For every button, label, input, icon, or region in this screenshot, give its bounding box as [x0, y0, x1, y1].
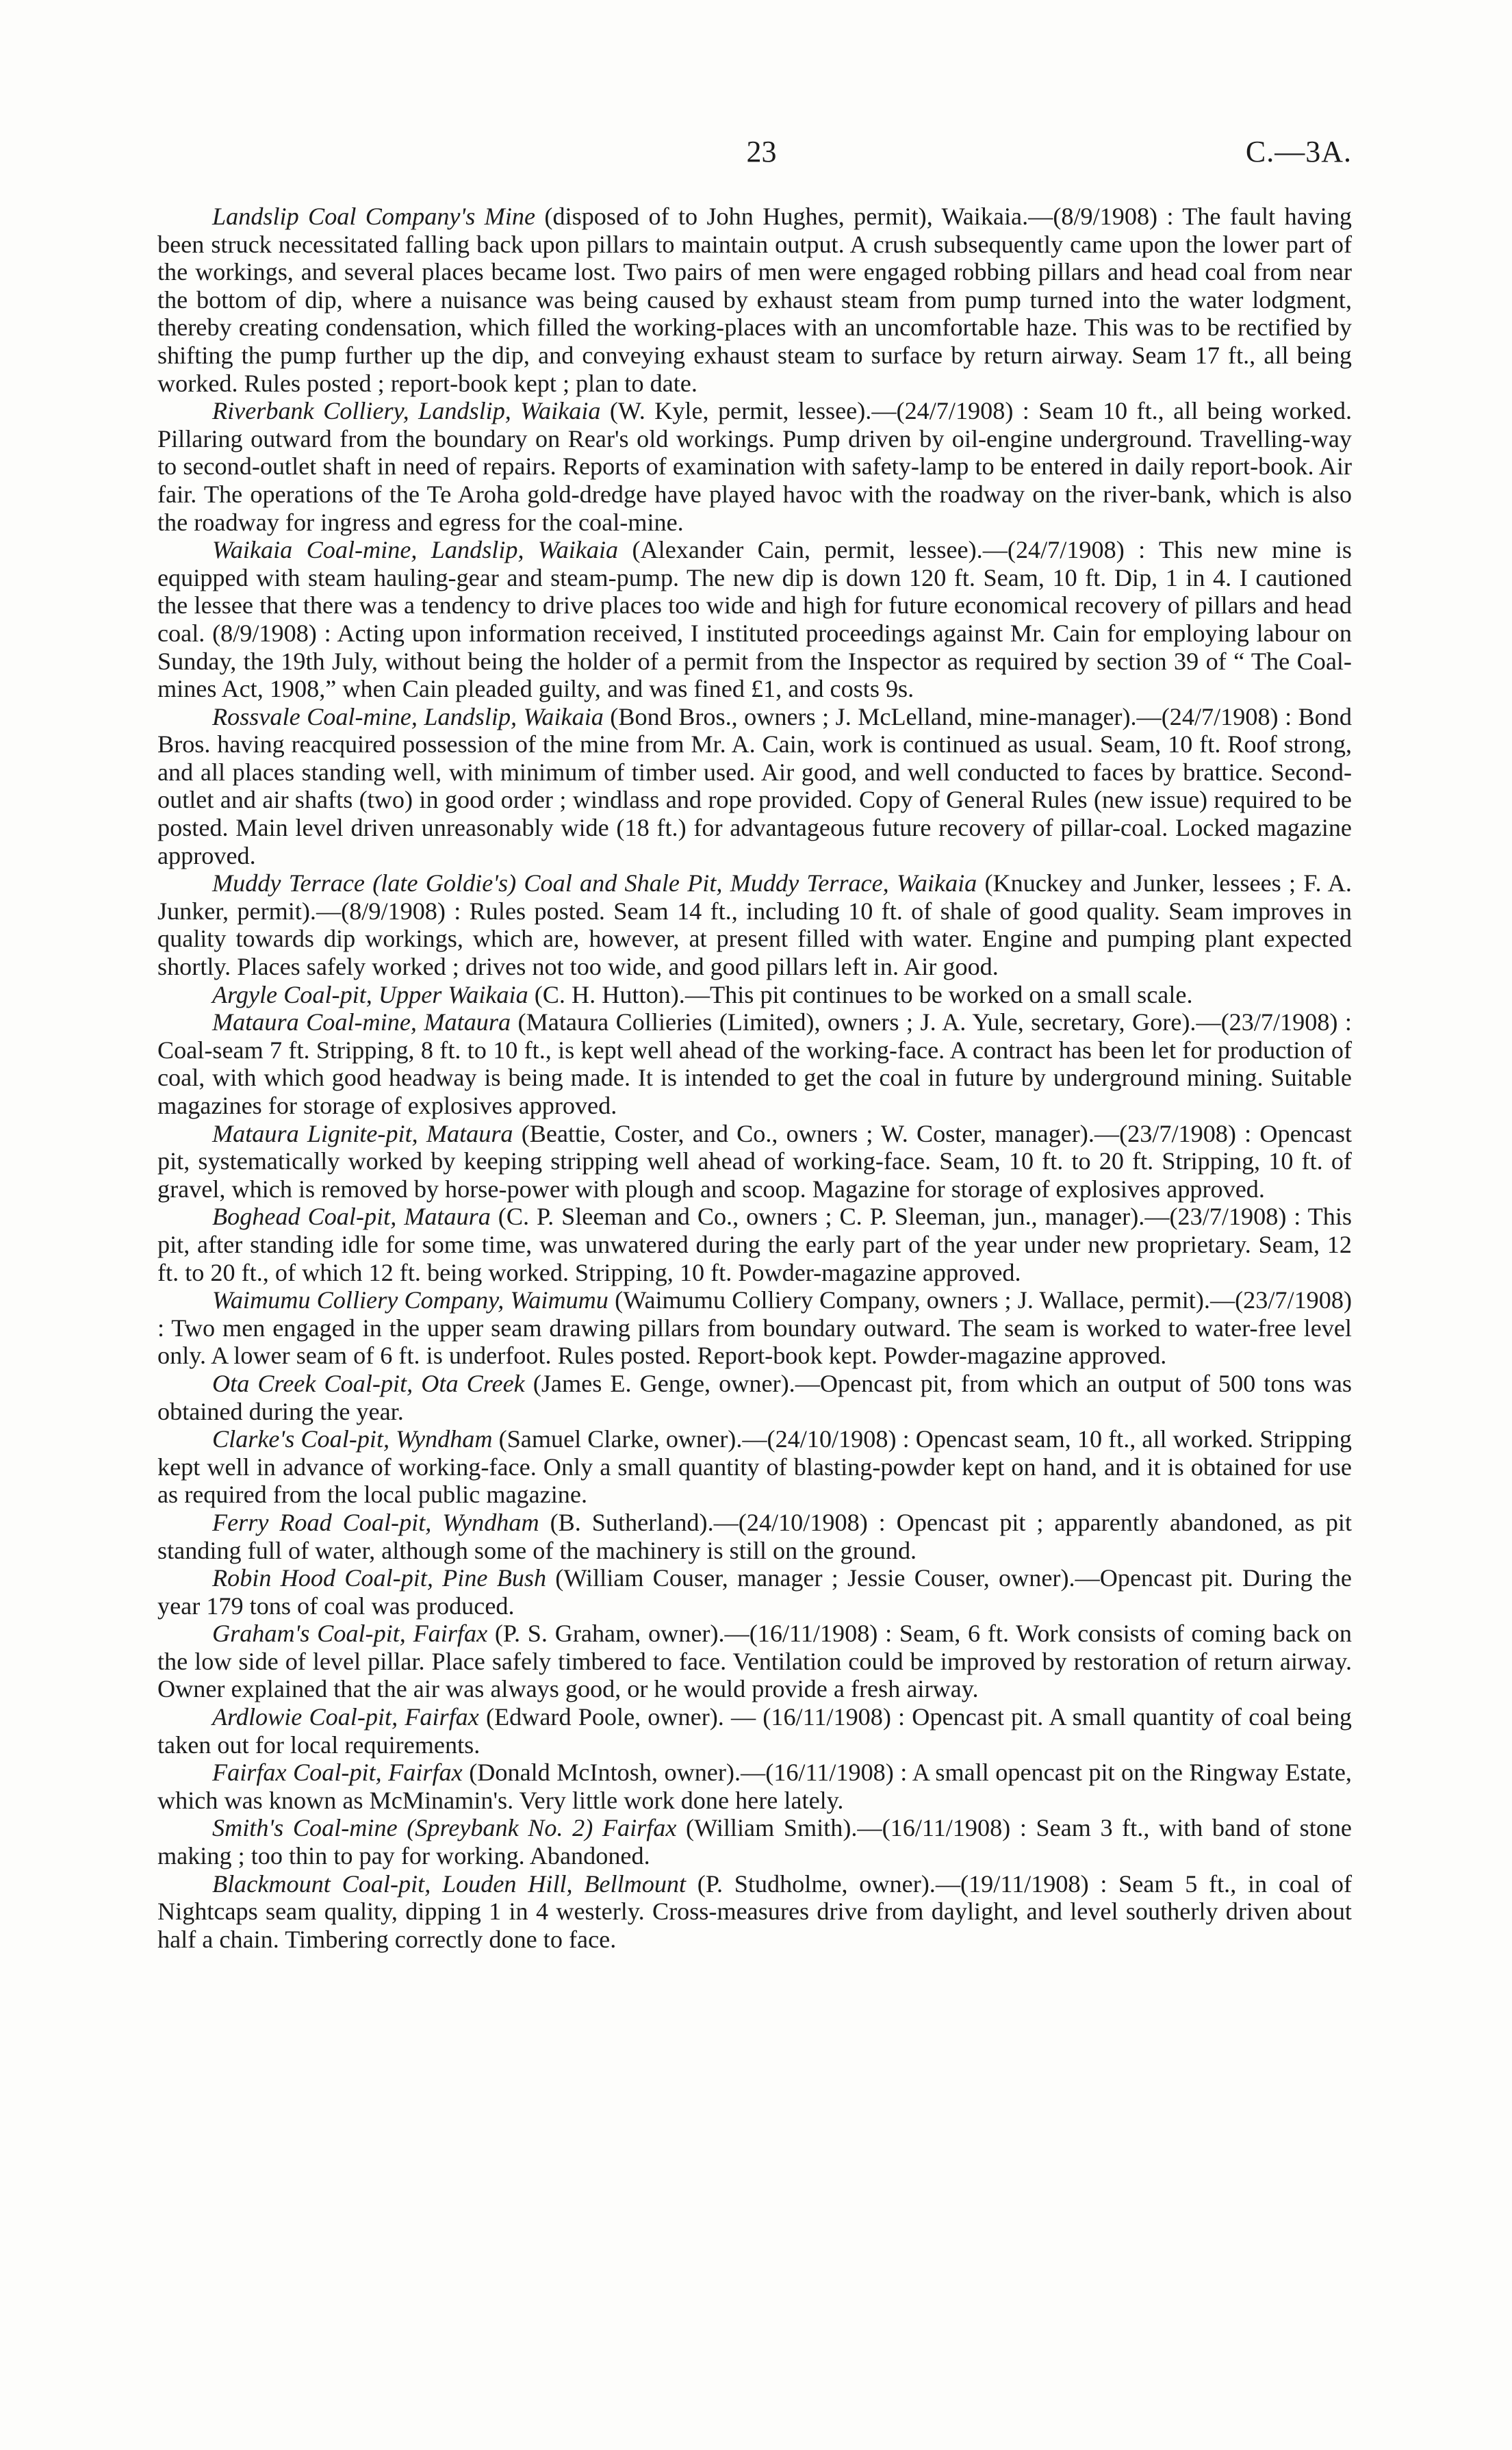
entry-text: (P. Studholme, owner).—(19/11/1908) : Seam 5 ft., in coal of Nightcaps seam quality, dipping 1 in 4 westerly. Cross-measures drive from daylight, and level southerly driven about half a chain. Timbering correctly done to face. — [157, 1870, 1353, 1953]
entry-text: (Waimumu Colliery Company, owners ; J. Wallace, permit).—(23/7/1908) : Two men engaged in the upper seam drawing pillars from boundary outward. The seam is worked to water-free level only. A lower seam of 6 ft. is underfoot. Rules posted. Report-book kept. Powder-magazine approved. — [157, 1286, 1352, 1370]
mine-entry — [157, 536, 1352, 703]
report-body — [157, 203, 1352, 1953]
mine-entry — [157, 1008, 1352, 1119]
entry-text: (disposed of to John Hughes, permit), Waikaia.—(8/9/1908) : The fault having been struck necessitated falling back upon pillars to maintain output. A crush subsequently came upon the lower part of the workings, and several places became lost. Two pairs of men were engaged robbing pillars and head coal from near the bottom of dip, where a nuisance was being caused by exhaust steam from pump turned into the water lodgment, thereby creating condensation, which filled the working-places with an uncomfortable haze. This was to be rectified by shifting the pump further up the dip, and conveying exhaust steam to surface by return airway. Seam 17 ft., all being worked. Rules posted ; report-book kept ; plan to date. — [157, 203, 1353, 397]
mine-entry — [157, 1509, 1352, 1564]
mine-entry — [157, 703, 1352, 870]
mine-name: Ota Creek Coal-pit, Ota Creek — [212, 1369, 525, 1397]
page-number: 23 — [746, 135, 777, 168]
mine-entry — [157, 1620, 1352, 1703]
mine-entry — [157, 1203, 1352, 1286]
entry-text: (William Couser, manager ; Jessie Couser, owner).—Opencast pit. During the year 179 tons of coal was produced. — [157, 1564, 1352, 1620]
mine-name: Muddy Terrace (late Goldie's) Coal and Shale Pit, Muddy Terrace, Waikaia — [212, 869, 977, 897]
mine-name: Argyle Coal-pit, Upper Waikaia — [212, 980, 528, 1008]
entry-text: (Beattie, Coster, and Co., owners ; W. Coster, manager).—(23/7/1908) : Opencast pit, systematically worked by keeping stripping well ahead of working-face. Seam, 10 ft. to 20 ft. Stripping, 10 ft. of gravel, which is removed by horse-power with plough and scoop. Magazine for storage of explosives approved. — [157, 1119, 1352, 1203]
entry-text: (Edward Poole, owner). — (16/11/1908) : Opencast pit. A small quantity of coal being taken out for local requirements. — [157, 1703, 1353, 1759]
entry-text: (C. H. Hutton).—This pit continues to be worked on a small scale. — [528, 980, 1193, 1008]
document-reference: C.—3A. — [1245, 135, 1352, 168]
mine-name: Robin Hood Coal-pit, Pine Bush — [212, 1564, 547, 1592]
entry-text: (P. S. Graham, owner).—(16/11/1908) : Seam, 6 ft. Work consists of coming back on the low side of level pillar. Place safely timbered to face. Ventilation could be improved by restoration of return airway. Owner explained that the air was always good, or he would provide a fresh airway. — [157, 1620, 1352, 1703]
mine-entry — [157, 203, 1352, 397]
mine-name: Rossvale Coal-mine, Landslip, Waikaia — [212, 702, 604, 730]
mine-name: Landslip Coal Company's Mine — [212, 203, 536, 230]
entry-text: (James E. Genge, owner).—Opencast pit, from which an output of 500 tons was obtained during the year. — [157, 1369, 1352, 1425]
mine-name: Ferry Road Coal-pit, Wyndham — [212, 1508, 539, 1536]
mine-entry — [157, 1120, 1352, 1203]
mine-name: Graham's Coal-pit, Fairfax — [212, 1620, 488, 1648]
mine-entry — [157, 1703, 1352, 1759]
mine-name: Mataura Coal-mine, Mataura — [212, 1008, 511, 1036]
entry-text: (Mataura Collieries (Limited), owners ; J. A. Yule, secretary, Gore).—(23/7/1908) : Coal-seam 7 ft. Stripping, 8 ft. to 10 ft., is kept well ahead of the working-face. A contract has been let for production of coal, with which good headway is being made. It is intended to get the coal in future by underground mining. Suitable magazines for storage of explosives approved. — [157, 1008, 1352, 1119]
mine-entry — [157, 981, 1352, 1009]
entry-text: (C. P. Sleeman and Co., owners ; C. P. Sleeman, jun., manager).—(23/7/1908) : This pit, after standing idle for some time, was unwatered during the early part of the year under new proprietary. Seam, 12 ft. to 20 ft., of which 12 ft. being worked. Stripping, 10 ft. Powder-magazine approved. — [157, 1203, 1352, 1286]
entry-text: (Knuckey and Junker, lessees ; F. A. Junker, permit).—(8/9/1908) : Rules posted. Seam 14 ft., including 10 ft. of shale of good quality. Seam improves in quality towards dip workings, which are, however, at present filled with water. Engine and pumping plant expected shortly. Places safely worked ; drives not too wide, and good pillars left in. Air good. — [157, 869, 1352, 981]
mine-entry — [157, 1759, 1352, 1814]
mine-entry — [157, 1425, 1352, 1509]
entry-text: (W. Kyle, permit, lessee).—(24/7/1908) : Seam 10 ft., all being worked. Pillaring outward from the boundary on Rear's old workings. Pump driven by oil-engine underground. Travelling-way to second-outlet shaft in need of repairs. Reports of examination with safety-lamp to be entered in daily report-book. Air fair. The operations of the Te Aroha gold-dredge have played havoc with the roadway on the river-bank, which is also the roadway for ingress and egress for the coal-mine. — [157, 397, 1352, 536]
mine-entry — [157, 1870, 1352, 1954]
mine-name: Clarke's Coal-pit, Wyndham — [212, 1425, 493, 1453]
mine-name: Blackmount Coal-pit, Louden Hill, Bellmount — [212, 1870, 687, 1898]
mine-entry — [157, 1370, 1352, 1425]
entry-text: (William Smith).—(16/11/1908) : Seam 3 ft., with band of stone making ; too thin to pay for working. Abandoned. — [157, 1814, 1352, 1870]
mine-name: Ardlowie Coal-pit, Fairfax — [212, 1703, 479, 1731]
mine-name: Mataura Lignite-pit, Mataura — [212, 1119, 513, 1147]
mine-name: Fairfax Coal-pit, Fairfax — [212, 1759, 463, 1787]
entry-text: (Donald McIntosh, owner).—(16/11/1908) : A small opencast pit on the Ringway Estate, which was known as McMinamin's. Very little work done here lately. — [157, 1759, 1352, 1814]
page-header — [171, 134, 1352, 182]
mine-entry — [157, 397, 1352, 536]
mine-name: Waikaia Coal-mine, Landslip, Waikaia — [212, 536, 619, 564]
mine-entry — [157, 1286, 1352, 1370]
entry-text: (Bond Bros., owners ; J. McLelland, mine-manager).—(24/7/1908) : Bond Bros. having reacquired possession of the mine from Mr. A. Cain, work is continued as usual. Seam, 10 ft. Roof strong, and all places standing well, with minimum of timber used. Air good, and well conducted to faces by brattice. Second-outlet and air shafts (two) in good order ; windlass and rope provided. Copy of General Rules (new issue) required to be posted. Main level driven unreasonably wide (18 ft.) for advantageous future recovery of pillar-coal. Locked magazine approved. — [157, 702, 1352, 869]
mine-name: Riverbank Colliery, Landslip, Waikaia — [212, 397, 601, 425]
mine-name: Smith's Coal-mine (Spreybank No. 2) Fairfax — [212, 1814, 677, 1842]
entry-text: (Samuel Clarke, owner).—(24/10/1908) : Opencast seam, 10 ft., all worked. Stripping kept well in advance of working-face. Only a small quantity of blasting-powder kept on hand, and it is obtained for use as required from the local public magazine. — [157, 1425, 1352, 1509]
mine-name: Waimumu Colliery Company, Waimumu — [212, 1286, 608, 1314]
entry-text: (B. Sutherland).—(24/10/1908) : Opencast pit ; apparently abandoned, as pit standing full of water, although some of the machinery is still on the ground. — [157, 1508, 1352, 1564]
entry-text: (Alexander Cain, permit, lessee).—(24/7/1908) : This new mine is equipped with steam hauling-gear and steam-pump. The new dip is down 120 ft. Seam, 10 ft. Dip, 1 in 4. I cautioned the lessee that there was a tendency to drive places too wide and high for future economical recovery of pillars and head coal. (8/9/1908) : Acting upon information received, I instituted proceedings against Mr. Cain for employing labour on Sunday, the 19th July, without being the holder of a permit from the Inspector as required by section 39 of “ The Coal-mines Act, 1908,” when Cain pleaded guilty, and was fined £1, and costs 9s. — [157, 536, 1353, 703]
mine-entry — [157, 869, 1352, 980]
mine-name: Boghead Coal-pit, Mataura — [212, 1203, 491, 1231]
mine-entry — [157, 1814, 1352, 1870]
mine-entry — [157, 1564, 1352, 1620]
